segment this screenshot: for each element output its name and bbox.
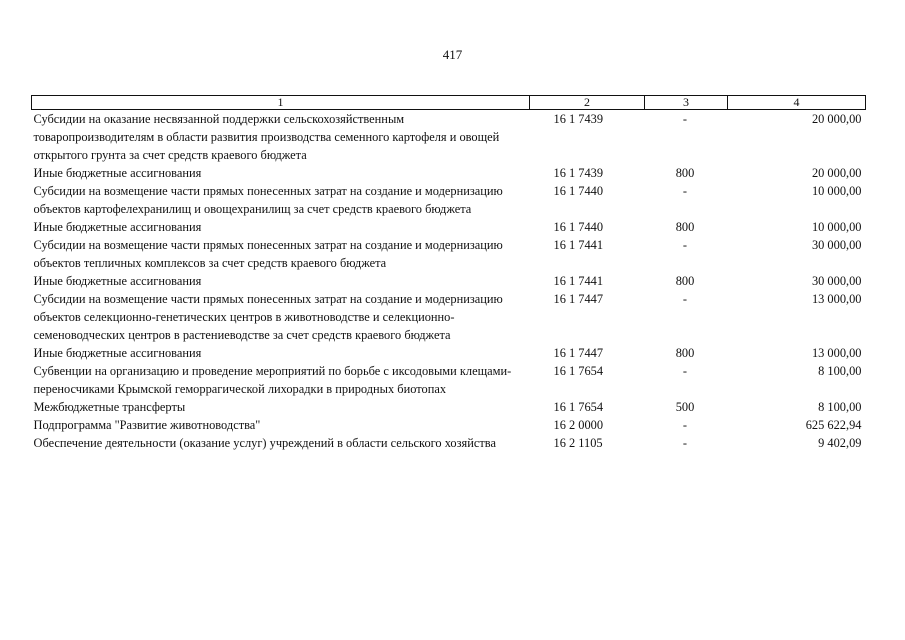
row-code: 16 1 7440 (553, 184, 604, 198)
row-name: Субсидии на возмещение части прямых понесенных затрат на создание и модернизацию объектов картофелехранилищ и овощехранилищ за счет средств краевого бюджета (33, 184, 503, 216)
table-row (32, 236, 866, 272)
table-row (32, 164, 866, 182)
row-sum: 30 000,00 (811, 274, 862, 288)
row-name: Иные бюджетные ассигнования (33, 166, 202, 180)
row-kind: 800 (675, 166, 695, 180)
row-sum: 625 622,94 (805, 418, 862, 432)
table-row (32, 182, 866, 218)
row-kind: - (682, 238, 688, 252)
row-code: 16 1 7654 (553, 400, 604, 414)
row-kind: - (682, 112, 688, 126)
row-name: Подпрограмма "Развитие животноводства" (33, 418, 261, 432)
column-header-4: 4 (728, 96, 866, 110)
budget-table (31, 95, 866, 452)
row-code: 16 1 7441 (553, 274, 604, 288)
row-name: Межбюджетные трансферты (33, 400, 186, 414)
row-kind: - (682, 364, 688, 378)
table-row (32, 344, 866, 362)
table-row (32, 110, 866, 165)
page-number: 417 (442, 47, 463, 62)
table-row (32, 362, 866, 398)
table-row (32, 290, 866, 344)
row-kind: 800 (675, 274, 695, 288)
table-header (32, 96, 866, 110)
row-sum: 20 000,00 (811, 112, 862, 126)
table-row (32, 218, 866, 236)
row-code: 16 2 0000 (553, 418, 604, 432)
row-sum: 30 000,00 (811, 238, 862, 252)
row-kind: - (682, 184, 688, 198)
row-code: 16 1 7447 (553, 292, 604, 306)
row-sum: 8 100,00 (818, 364, 862, 378)
row-kind: - (682, 418, 688, 432)
row-kind: - (682, 292, 688, 306)
row-code: 16 2 1105 (553, 436, 603, 450)
row-sum: 9 402,09 (818, 436, 862, 450)
row-sum: 10 000,00 (811, 184, 862, 198)
row-name: Субвенции на организацию и проведение мероприятий по борьбе с иксодовыми клещами-переносчиками Крымской геморрагической лихорадки в природных биотопах (33, 364, 512, 396)
row-name: Обеспечение деятельности (оказание услуг) учреждений в области сельского хозяйства (33, 436, 496, 450)
table-body (32, 110, 866, 453)
row-code: 16 1 7441 (553, 238, 604, 252)
row-name: Субсидии на оказание несвязанной поддержки сельскохозяйственным товаропроизводителям в области развития производства семенного картофеля и овощей открытого грунта за счет средств краевого бюджета (33, 112, 500, 162)
row-kind: 500 (675, 400, 695, 414)
row-sum: 20 000,00 (811, 166, 862, 180)
row-kind: 800 (675, 346, 695, 360)
row-name: Иные бюджетные ассигнования (33, 220, 202, 234)
column-header-1: 1 (32, 96, 530, 110)
row-name: Иные бюджетные ассигнования (33, 274, 202, 288)
row-name: Субсидии на возмещение части прямых понесенных затрат на создание и модернизацию объектов тепличных комплексов за счет средств краевого бюджета (33, 238, 503, 270)
row-name: Субсидии на возмещение части прямых понесенных затрат на создание и модернизацию объектов селекционно-генетических центров в животноводстве и селекционно-семеноводческих центров в растениеводстве за счет средств краевого бюджета (33, 292, 503, 342)
column-header-3: 3 (645, 96, 728, 110)
row-code: 16 1 7439 (553, 112, 604, 126)
row-sum: 13 000,00 (811, 292, 862, 306)
row-sum: 8 100,00 (818, 400, 862, 414)
row-code: 16 1 7439 (553, 166, 604, 180)
table-row (32, 272, 866, 290)
row-code: 16 1 7447 (553, 346, 604, 360)
row-code: 16 1 7654 (553, 364, 604, 378)
row-kind: - (682, 436, 688, 450)
table-row (32, 398, 866, 416)
row-name: Иные бюджетные ассигнования (33, 346, 202, 360)
column-header-2: 2 (530, 96, 645, 110)
row-code: 16 1 7440 (553, 220, 604, 234)
row-sum: 13 000,00 (811, 346, 862, 360)
row-kind: 800 (675, 220, 695, 234)
table-row (32, 434, 866, 452)
table-row (32, 416, 866, 434)
row-sum: 10 000,00 (811, 220, 862, 234)
